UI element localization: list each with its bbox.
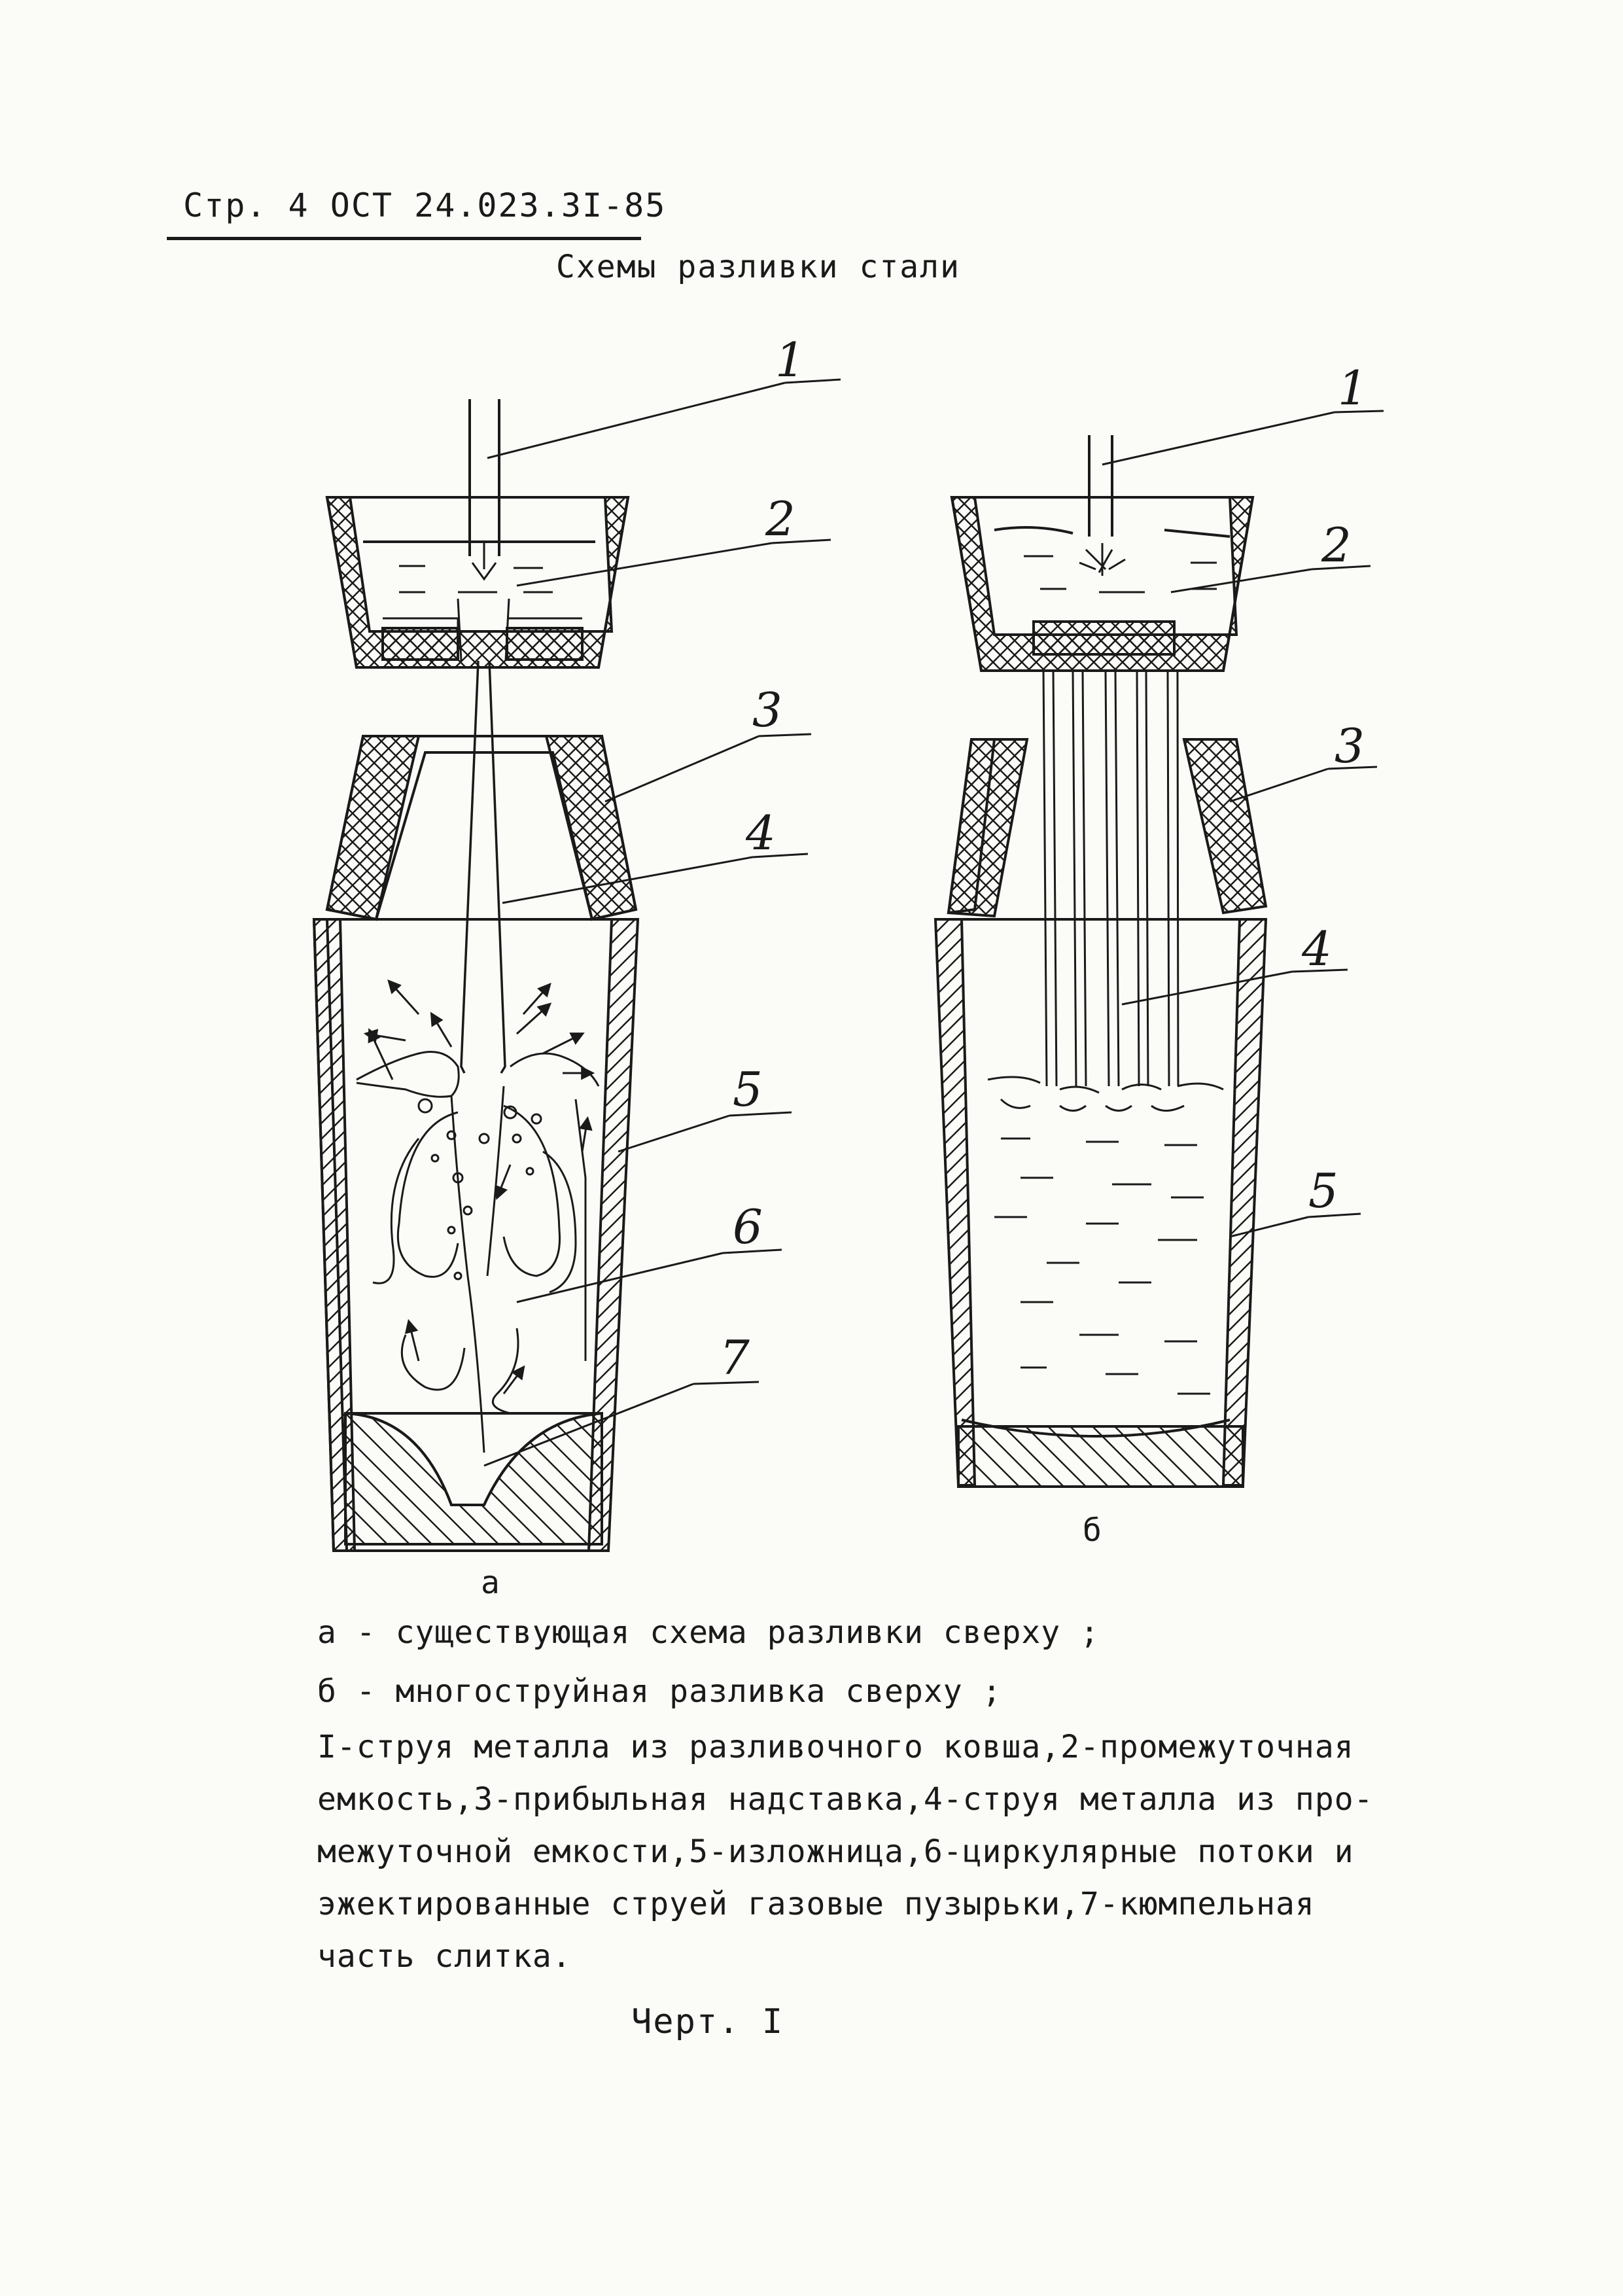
diagram-a (314, 380, 841, 1551)
caption-a: а - существующая схема разливки сверху ; (317, 1614, 1100, 1651)
mould-b (935, 919, 1266, 1487)
tundish-a (327, 497, 628, 667)
intermediate-streams-b (1043, 671, 1178, 1086)
callout-b-5: 5 (1308, 1163, 1338, 1218)
legend-line: межуточной емкости,5-изложница,6-циркулярные потоки и (317, 1833, 1354, 1870)
ladle-stream-a (470, 399, 499, 579)
callout-a-5: 5 (733, 1062, 763, 1117)
figure-title: Схемы разливки стали (556, 249, 960, 285)
intermediate-stream-a (461, 661, 505, 1073)
melt-flows-a (357, 981, 599, 1453)
callout-b-1: 1 (1338, 361, 1368, 415)
callout-a-2: 2 (765, 491, 795, 546)
legend-line: I-струя металла из разливочного ковша,2-промежуточная (317, 1729, 1354, 1765)
callout-a-4: 4 (746, 805, 776, 860)
legend-line: часть слитка. (317, 1938, 572, 1975)
legend (317, 1721, 1390, 1983)
figure-number: Черт. I (631, 2002, 784, 2041)
mould-a (314, 919, 638, 1551)
callout-a-7: 7 (720, 1330, 750, 1385)
callout-a-3: 3 (752, 682, 782, 737)
sublabel-b: б (1083, 1512, 1102, 1549)
callout-a-6: 6 (733, 1199, 763, 1254)
legend-line: емкость,3-прибыльная надставка,4-струя металла из про- (317, 1781, 1374, 1818)
callout-a-1: 1 (775, 332, 805, 387)
sublabel-a: а (481, 1564, 500, 1601)
melt-b (988, 1077, 1223, 1394)
caption-b: б - многоструйная разливка сверху ; (317, 1673, 1002, 1710)
callout-b-3: 3 (1335, 718, 1365, 773)
hot-top-a (327, 736, 636, 919)
legend-line: эжектированные струей газовые пузырьки,7-кюмпельная (317, 1886, 1315, 1922)
ladle-stream-b (1079, 435, 1125, 576)
callout-b-2: 2 (1321, 518, 1352, 573)
tundish-b (952, 497, 1253, 671)
callout-b-4: 4 (1302, 921, 1332, 976)
page-header: Стр. 4 ОСТ 24.023.3I-85 (183, 186, 667, 224)
